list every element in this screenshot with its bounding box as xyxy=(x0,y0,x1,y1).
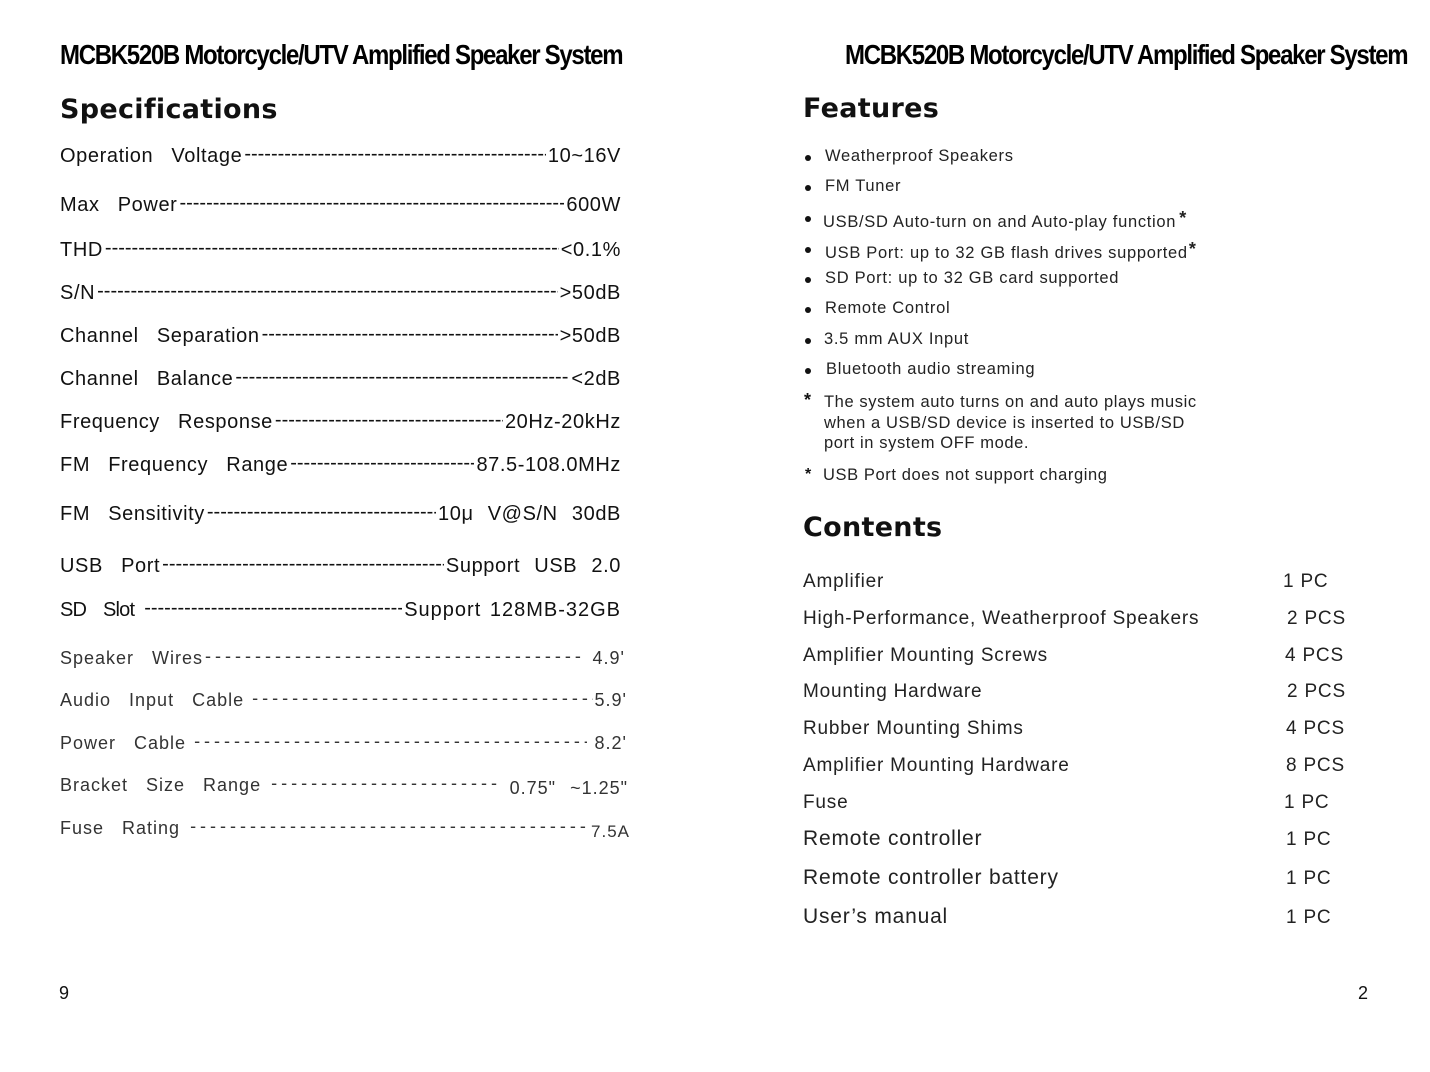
feature-item: FM Tuner xyxy=(825,177,902,195)
spec-label: Bracket Size Range xyxy=(60,775,262,795)
bullet-icon xyxy=(805,155,811,161)
spec-label: FM Frequency Range xyxy=(60,454,289,476)
note-text xyxy=(824,392,1197,454)
feature-item xyxy=(825,239,1197,263)
spec-row xyxy=(60,145,621,169)
contents-row xyxy=(803,792,1363,814)
spec-row xyxy=(60,411,621,435)
spec-value: 10μ V@S/N 30dB xyxy=(438,503,621,525)
contents-row xyxy=(803,571,1363,593)
page-header: MCBK520B Motorcycle/UTV Amplified Speaker System xyxy=(60,40,623,72)
spec-label: Power Cable xyxy=(60,733,187,753)
leader-dots xyxy=(194,731,586,753)
contents-row xyxy=(803,608,1363,630)
contents-row xyxy=(803,645,1363,667)
spec-value: <2dB xyxy=(571,368,621,390)
leader-dots xyxy=(207,501,436,525)
spec-row xyxy=(60,555,621,579)
feature-text: USB/SD Auto-turn on and Auto-play function xyxy=(823,213,1177,231)
leader-dots xyxy=(252,688,592,710)
contents-row xyxy=(803,681,1363,703)
spec-value: 5.9' xyxy=(594,690,627,710)
contents-row xyxy=(803,905,1363,929)
spec-value: 4.9' xyxy=(592,648,625,668)
leader-dots xyxy=(162,553,444,577)
feature-item: Weatherproof Speakers xyxy=(825,147,1014,165)
leader-dots xyxy=(290,452,474,476)
leader-dots xyxy=(190,816,589,838)
contents-item: High-Performance, Weatherproof Speakers xyxy=(803,608,1200,629)
spec-label: S/N xyxy=(60,282,96,304)
contents-row xyxy=(803,866,1363,890)
bullet-icon xyxy=(805,277,811,283)
contents-item: User’s manual xyxy=(803,905,949,928)
contents-qty: 1 PC xyxy=(1286,829,1332,850)
leader-dots xyxy=(97,280,557,304)
spec-row xyxy=(60,282,621,306)
spec-label: Max Power xyxy=(60,194,178,216)
spec-row xyxy=(60,454,621,478)
feature-item: Remote Control xyxy=(825,299,951,317)
contents-qty: 1 PC xyxy=(1286,868,1332,889)
page-header: MCBK520B Motorcycle/UTV Amplified Speaker System xyxy=(845,40,1408,72)
leader-dots xyxy=(205,646,580,668)
leader-dots xyxy=(179,192,564,216)
contents-qty: 8 PCS xyxy=(1286,755,1345,776)
leader-dots xyxy=(275,409,503,433)
contents-qty: 4 PCS xyxy=(1285,645,1344,666)
bullet-icon xyxy=(805,368,811,374)
spec-value: 0.75" ~1.25" xyxy=(509,778,628,798)
asterisk-icon: * xyxy=(804,390,812,410)
spec-label: USB Port xyxy=(60,555,161,577)
bullet-icon xyxy=(805,338,811,344)
contents-item: Amplifier Mounting Screws xyxy=(803,645,1048,666)
contents-row xyxy=(803,755,1363,777)
feature-text: USB Port: up to 32 GB flash drives supported xyxy=(825,244,1188,262)
spec-label: Speaker Wires xyxy=(60,648,204,668)
spec-value: 87.5-108.0MHz xyxy=(476,454,621,476)
contents-item: Amplifier xyxy=(803,571,885,592)
contents-item: Remote controller xyxy=(803,827,983,850)
spec-label: SD Slot xyxy=(60,599,135,621)
spec-row xyxy=(60,368,621,392)
feature-item xyxy=(823,208,1187,232)
asterisk-icon: * xyxy=(1188,239,1197,259)
spec-row xyxy=(60,239,621,263)
feature-item: 3.5 mm AUX Input xyxy=(824,330,970,348)
contents-item: Rubber Mounting Shims xyxy=(803,718,1024,739)
spec-value: <0.1% xyxy=(560,239,621,261)
spec-label: Operation Voltage xyxy=(60,145,243,167)
spec-row xyxy=(60,818,630,840)
spec-value: >50dB xyxy=(559,282,621,304)
spec-row xyxy=(60,690,627,712)
spec-label: Audio Input Cable xyxy=(60,690,245,710)
bullet-icon xyxy=(805,247,811,253)
bullet-icon xyxy=(805,307,811,313)
contents-qty: 4 PCS xyxy=(1286,718,1345,739)
note-line: port in system OFF mode. xyxy=(824,434,1030,452)
spec-row xyxy=(60,775,628,797)
contents-item: Fuse xyxy=(803,792,849,813)
spec-row xyxy=(60,325,621,349)
note-line: when a USB/SD device is inserted to USB/SD xyxy=(824,413,1185,432)
bullet-icon xyxy=(805,216,811,222)
spec-label: FM Sensitivity xyxy=(60,503,205,525)
features-title: Features xyxy=(803,93,940,124)
note-line: The system auto turns on and auto plays music xyxy=(824,393,1197,411)
page-number: 9 xyxy=(59,983,70,1003)
spec-label: Fuse Rating xyxy=(60,818,181,838)
leader-dots xyxy=(144,597,402,621)
contents-row xyxy=(803,718,1363,740)
spec-label: Channel Separation xyxy=(60,325,260,347)
contents-item: Amplifier Mounting Hardware xyxy=(803,755,1070,776)
contents-qty: 2 PCS xyxy=(1287,681,1346,702)
feature-item: SD Port: up to 32 GB card supported xyxy=(825,269,1120,287)
contents-qty: 1 PC xyxy=(1284,792,1330,813)
spec-value: 600W xyxy=(566,194,621,216)
asterisk-icon: * xyxy=(1179,208,1187,228)
spec-row xyxy=(60,599,621,623)
leader-dots xyxy=(235,366,569,390)
contents-qty: 2 PCS xyxy=(1287,608,1346,629)
right-page xyxy=(715,0,1430,1072)
spec-value: >50dB xyxy=(559,325,621,347)
spec-value: Support USB 2.0 xyxy=(445,555,621,577)
leader-dots xyxy=(271,773,500,795)
bullet-icon xyxy=(805,185,811,191)
contents-row xyxy=(803,827,1363,851)
asterisk-icon: * xyxy=(805,466,812,483)
contents-title: Contents xyxy=(803,512,943,543)
page-number: 2 xyxy=(1358,983,1369,1003)
contents-item: Mounting Hardware xyxy=(803,681,983,702)
spec-row xyxy=(60,194,621,218)
note-text: USB Port does not support charging xyxy=(823,466,1108,484)
spec-value: 8.2' xyxy=(594,733,627,753)
spec-value: 20Hz-20kHz xyxy=(504,411,621,433)
feature-item: Bluetooth audio streaming xyxy=(826,360,1036,378)
contents-item: Remote controller battery xyxy=(803,866,1059,889)
spec-value: Support 128MB-32GB xyxy=(404,599,621,621)
contents-qty: 1 PC xyxy=(1283,571,1329,592)
spec-value: 10~16V xyxy=(547,145,621,167)
spec-label: THD xyxy=(60,239,103,261)
spec-row xyxy=(60,648,625,670)
leader-dots xyxy=(105,237,559,261)
leader-dots xyxy=(262,323,558,347)
spec-label: Frequency Response xyxy=(60,411,273,433)
spec-row xyxy=(60,503,621,527)
spec-value: 7.5A xyxy=(591,822,630,841)
spec-label: Channel Balance xyxy=(60,368,234,390)
contents-qty: 1 PC xyxy=(1286,907,1332,928)
spec-row xyxy=(60,733,627,755)
leader-dots xyxy=(244,143,546,167)
specifications-title: Specifications xyxy=(60,94,278,125)
